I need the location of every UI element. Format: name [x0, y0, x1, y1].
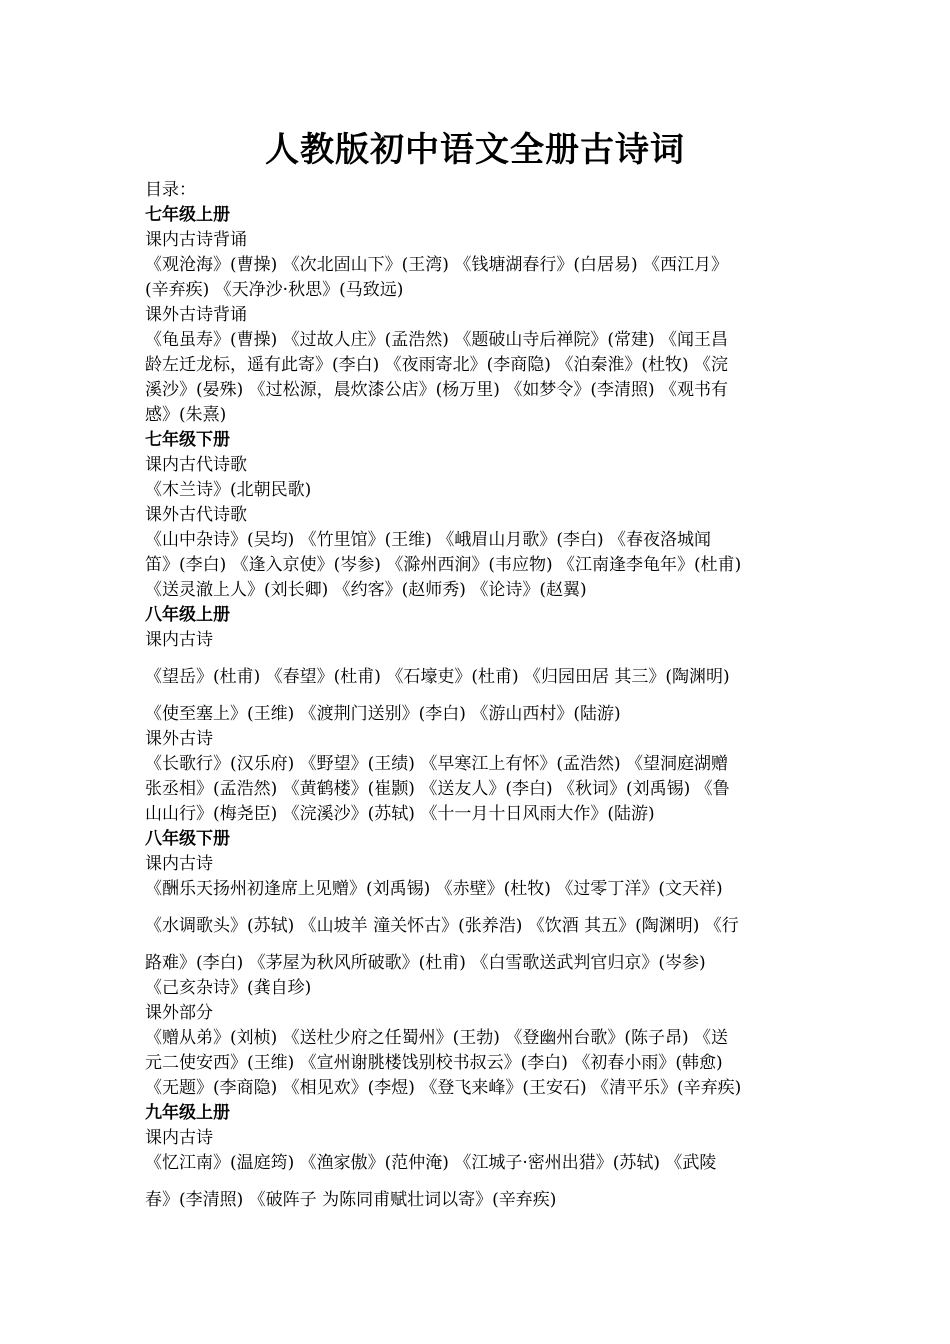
poem-list-line: 山山行》(梅尧臣) 《浣溪沙》(苏轼) 《十一月十日风雨大作》(陆游) — [145, 804, 655, 824]
subsection-heading: 课外古诗背诵 — [145, 305, 247, 325]
poem-list-line: 《龟虽寿》(曹操) 《过故人庄》(孟浩然) 《题破山寺后禅院》(常建) 《闻王昌 — [145, 330, 729, 350]
poem-list-line: 溪沙》(晏殊) 《过松源，晨炊漆公店》(杨万里) 《如梦令》(李清照) 《观书有 — [145, 380, 729, 400]
poem-list-line: 《己亥杂诗》(龚自珍) — [145, 978, 312, 998]
poem-list-line: 《使至塞上》(王维) 《渡荆门送别》(李白) 《游山西村》(陆游) — [145, 704, 621, 724]
subsection-heading: 课内古代诗歌 — [145, 455, 247, 475]
section-heading-grade7-up: 七年级上册 — [145, 205, 230, 225]
subsection-heading: 课外部分 — [145, 1003, 213, 1023]
poem-list-line: 《无题》(李商隐) 《相见欢》(李煜) 《登飞来峰》(王安石) 《清平乐》(辛弃疾) — [145, 1078, 742, 1098]
poem-list-line: 《忆江南》(温庭筠) 《渔家傲》(范仲淹) 《江城子·密州出猎》(苏轼) 《武陵 — [145, 1153, 717, 1173]
poem-list-line: 《酬乐天扬州初逢席上见赠》(刘禹锡) 《赤壁》(杜牧) 《过零丁洋》(文天祥) — [145, 879, 723, 899]
poem-list-line: (辛弃疾) 《天净沙·秋思》(马致远) — [145, 280, 404, 300]
poem-list-line: 春》(李清照) 《破阵子 为陈同甫赋壮词以寄》(辛弃疾) — [145, 1190, 557, 1210]
section-heading-grade8-down: 八年级下册 — [145, 829, 230, 849]
poem-list-line: 路难》(李白) 《茅屋为秋风所破歌》(杜甫) 《白雪歌送武判官归京》(岑参) — [145, 953, 706, 973]
poem-list-line: 《送灵澈上人》(刘长卿) 《约客》(赵师秀) 《论诗》(赵翼) — [145, 580, 587, 600]
poem-list-line: 张丞相》(孟浩然) 《黄鹤楼》(崔颢) 《送友人》(李白) 《秋词》(刘禹锡) 《鲁 — [145, 779, 730, 799]
poem-list-line: 《赠从弟》(刘桢) 《送杜少府之任蜀州》(王勃) 《登幽州台歌》(陈子昂) 《送 — [145, 1028, 729, 1048]
section-heading-grade8-up: 八年级上册 — [145, 605, 230, 625]
poem-list-line: 元二使安西》(王维) 《宣州谢朓楼饯别校书叔云》(李白) 《初春小雨》(韩愈) — [145, 1053, 723, 1073]
poem-list-line: 笛》(李白) 《逢入京使》(岑参) 《滁州西涧》(韦应物) 《江南逢李龟年》(杜甫) — [145, 555, 742, 575]
poem-list-line: 《观沧海》(曹操) 《次北固山下》(王湾) 《钱塘湖春行》(白居易) 《西江月》 — [145, 255, 729, 275]
document-content — [145, 178, 807, 1213]
poem-list-line: 《长歌行》(汉乐府) 《野望》(王绩) 《早寒江上有怀》(孟浩然) 《望洞庭湖赠 — [145, 754, 729, 774]
poem-list-line: 《山中杂诗》(吴均) 《竹里馆》(王维) 《峨眉山月歌》(李白) 《春夜洛城闻 — [145, 530, 712, 550]
subsection-heading: 课内古诗背诵 — [145, 230, 247, 250]
toc-label: 目录： — [145, 180, 196, 200]
poem-list-line: 感》(朱熹) — [145, 405, 227, 425]
poem-list-line: 《水调歌头》(苏轼) 《山坡羊 潼关怀古》(张养浩) 《饮酒 其五》(陶渊明) 《行 — [145, 916, 739, 936]
poem-list-line: 《木兰诗》(北朝民歌) — [145, 480, 312, 500]
subsection-heading: 课外古诗 — [145, 729, 213, 749]
subsection-heading: 课外古代诗歌 — [145, 505, 247, 525]
subsection-heading: 课内古诗 — [145, 854, 213, 874]
section-heading-grade9-up: 九年级上册 — [145, 1103, 230, 1123]
section-heading-grade7-down: 七年级下册 — [145, 430, 230, 450]
subsection-heading: 课内古诗 — [145, 630, 213, 650]
poem-list-line: 龄左迁龙标，遥有此寄》(李白) 《夜雨寄北》(李商隐) 《泊秦淮》(杜牧) 《浣 — [145, 355, 729, 375]
poem-list-line: 《望岳》(杜甫) 《春望》(杜甫) 《石壕吏》(杜甫) 《归园田居 其三》(陶渊明) — [145, 667, 730, 687]
subsection-heading: 课内古诗 — [145, 1128, 213, 1148]
document-title: 人教版初中语文全册古诗词 — [265, 130, 685, 170]
